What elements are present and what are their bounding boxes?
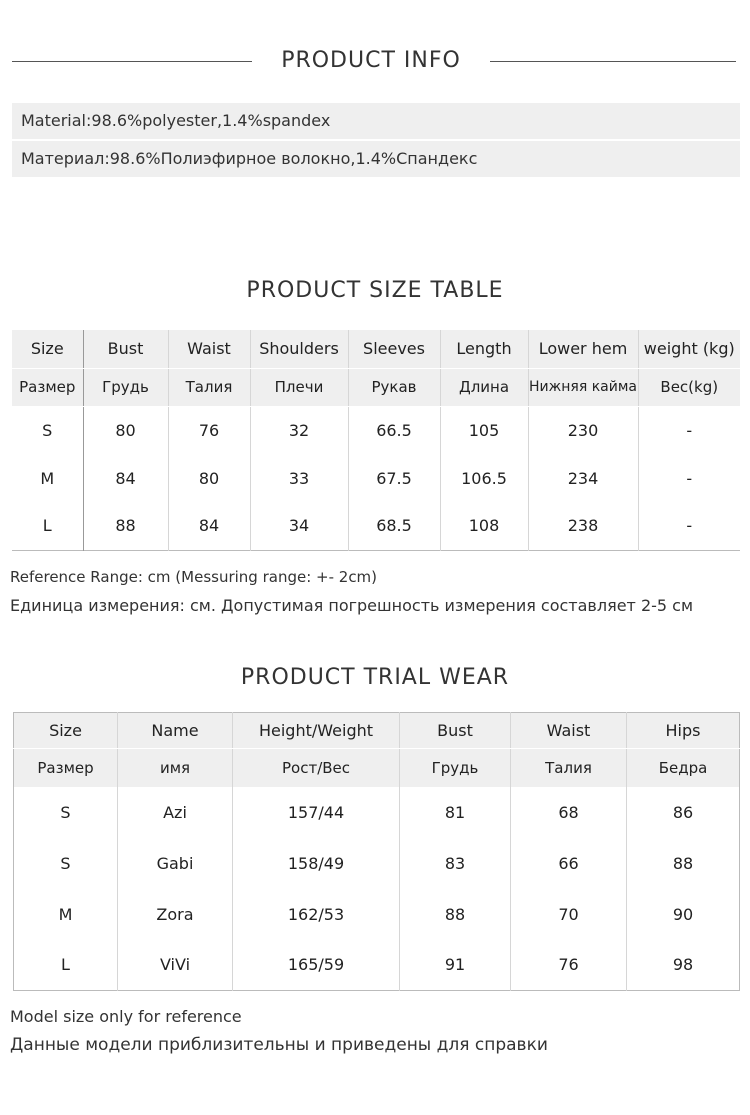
trial-note-en: Model size only for reference — [10, 1007, 242, 1026]
table-cell: 76 — [168, 406, 250, 454]
trial-header-cell: Bust — [400, 713, 511, 749]
size-header-cell-ru: Вес(kg) — [638, 368, 740, 406]
table-cell: Gabi — [118, 838, 233, 889]
size-header-cell: Bust — [83, 330, 168, 368]
table-cell: 105 — [440, 406, 528, 454]
table-cell: 106.5 — [440, 454, 528, 502]
trial-header-cell-ru: Талия — [511, 749, 627, 787]
table-cell: 98 — [672, 955, 694, 975]
table-cell: 86 — [672, 802, 694, 822]
table-cell: 32 — [250, 406, 348, 454]
trial-header-row-ru — [14, 749, 740, 787]
table-cell: 91 — [400, 940, 511, 991]
trial-header-cell-ru: имя — [118, 749, 233, 787]
material-ru: Материал:98.6%Полиэфирное волокно,1.4%Спандекс — [12, 141, 740, 177]
table-cell: - — [686, 468, 693, 488]
table-cell: 70 — [511, 889, 627, 940]
table-cell: 230 — [528, 406, 638, 454]
size-table — [12, 330, 740, 551]
divider-left — [12, 61, 252, 62]
size-header-cell: Sleeves — [348, 330, 440, 368]
table-cell: 66 — [511, 838, 627, 889]
table-cell: 238 — [528, 502, 638, 550]
table-cell: Azi — [118, 787, 233, 838]
trial-header-cell: Name — [118, 713, 233, 749]
table-cell: S — [14, 838, 118, 889]
size-header-cell-ru: Талия — [168, 368, 250, 406]
trial-header-cell-ru: Бедра — [627, 749, 740, 787]
size-header-row-en — [12, 330, 740, 368]
table-cell: 88 — [400, 889, 511, 940]
product-info-title: PRODUCT INFO — [281, 48, 461, 73]
table-row — [14, 940, 740, 991]
table-cell: ViVi — [118, 940, 233, 991]
table-cell: 162/53 — [233, 889, 400, 940]
table-cell: M — [12, 454, 83, 502]
table-row — [14, 838, 740, 889]
table-cell: 81 — [400, 787, 511, 838]
size-header-cell: Lower hem — [528, 330, 638, 368]
table-cell: 83 — [400, 838, 511, 889]
table-cell: Zora — [118, 889, 233, 940]
table-row — [12, 454, 740, 502]
size-header-cell-ru: Размер — [12, 368, 83, 406]
table-cell: 76 — [511, 940, 627, 991]
table-cell: S — [14, 787, 118, 838]
table-row — [12, 406, 740, 454]
table-cell: 34 — [250, 502, 348, 550]
trial-table-title: PRODUCT TRIAL WEAR — [240, 665, 510, 690]
table-cell: 67.5 — [348, 454, 440, 502]
trial-header-row-en — [14, 713, 740, 749]
table-cell: 68.5 — [348, 502, 440, 550]
size-header-cell: weight (kg) — [638, 330, 740, 368]
size-header-cell: Shoulders — [250, 330, 348, 368]
size-header-cell-ru: Плечи — [250, 368, 348, 406]
size-header-cell: Length — [440, 330, 528, 368]
trial-table — [13, 712, 740, 991]
table-cell: S — [12, 406, 83, 454]
table-cell: 68 — [511, 787, 627, 838]
divider-right — [490, 61, 736, 62]
table-cell: 80 — [168, 454, 250, 502]
table-cell: 80 — [83, 406, 168, 454]
size-header-cell-ru: Нижняя кайма — [528, 368, 638, 406]
table-cell: L — [12, 502, 83, 550]
table-cell: M — [14, 889, 118, 940]
table-cell: 158/49 — [233, 838, 400, 889]
size-header-cell: Size — [12, 330, 83, 368]
table-cell: 84 — [168, 502, 250, 550]
table-cell: 88 — [672, 853, 694, 873]
table-cell: L — [14, 940, 118, 991]
size-note-ru: Единица измерения: см. Допустимая погрешность измерения составляет 2-5 см — [10, 596, 694, 615]
material-en: Material:98.6%polyester,1.4%spandex — [12, 103, 740, 139]
table-cell: 165/59 — [233, 940, 400, 991]
table-cell: 108 — [440, 502, 528, 550]
table-cell: 66.5 — [348, 406, 440, 454]
size-header-row-ru — [12, 368, 740, 406]
size-header-cell-ru: Грудь — [83, 368, 168, 406]
trial-header-cell-ru: Рост/Вес — [233, 749, 400, 787]
trial-header-cell: Waist — [511, 713, 627, 749]
trial-header-cell: Size — [14, 713, 118, 749]
table-cell: 84 — [83, 454, 168, 502]
trial-header-cell-ru: Грудь — [400, 749, 511, 787]
trial-header-cell-ru: Размер — [14, 749, 118, 787]
table-cell: 157/44 — [233, 787, 400, 838]
product-info-header — [0, 40, 750, 84]
table-row — [12, 502, 740, 550]
trial-note-ru: Данные модели приблизительны и приведены для справки — [10, 1035, 548, 1055]
table-row — [14, 787, 740, 838]
size-header-cell-ru: Длина — [440, 368, 528, 406]
table-cell: 90 — [672, 904, 694, 924]
size-header-cell-ru: Рукав — [348, 368, 440, 406]
table-row — [14, 889, 740, 940]
table-cell: 234 — [528, 454, 638, 502]
size-header-cell: Waist — [168, 330, 250, 368]
trial-header-cell: Hips — [627, 713, 740, 749]
table-cell: - — [686, 516, 693, 536]
table-cell: 33 — [250, 454, 348, 502]
size-note-en: Reference Range: cm (Messuring range: +- 2cm) — [10, 568, 378, 586]
table-cell: 88 — [83, 502, 168, 550]
size-table-title: PRODUCT SIZE TABLE — [246, 278, 504, 303]
table-cell: - — [686, 420, 693, 440]
trial-header-cell: Height/Weight — [233, 713, 400, 749]
